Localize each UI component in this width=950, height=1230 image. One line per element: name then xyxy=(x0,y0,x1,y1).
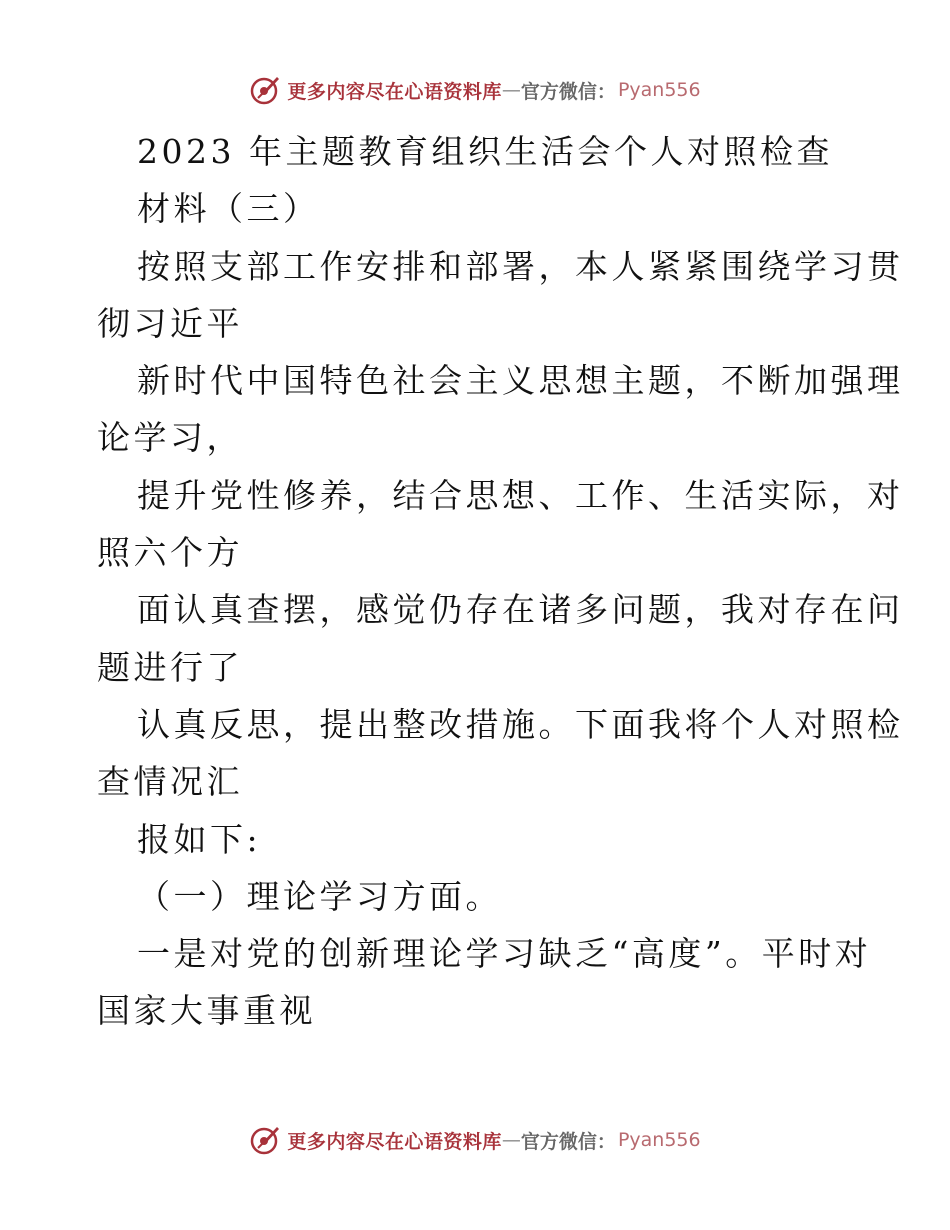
paragraph-line: 面认真查摆，感觉仍存在诸多问题，我对存在问 xyxy=(137,590,904,630)
paragraph-line: 一是对党的创新理论学习缺乏“高度”。平时对 xyxy=(137,934,872,974)
watermark-dash: — xyxy=(501,1129,521,1151)
paragraph-line: 新时代中国特色社会主义思想主题，不断加强理 xyxy=(137,361,904,401)
watermark-group xyxy=(249,74,700,106)
document-subtitle: 材料（三） xyxy=(137,189,320,229)
watermark-handle: Pyan556 xyxy=(617,1129,701,1151)
watermark-group xyxy=(249,1124,700,1156)
paragraph-line: 认真反思，提出整改措施。下面我将个人对照检 xyxy=(137,704,904,744)
watermark-dash: — xyxy=(501,79,521,101)
watermark-label: 官方微信： xyxy=(520,1130,616,1153)
paragraph-line: 报如下: xyxy=(137,819,262,859)
header-watermark xyxy=(0,70,950,110)
watermark-brand: 更多内容尽在心语资料库 xyxy=(287,1130,502,1153)
paragraph-line: 照六个方 xyxy=(97,533,243,573)
paragraph-line: 查情况汇 xyxy=(97,762,243,802)
section-heading: （一）理论学习方面。 xyxy=(137,876,502,916)
quill-logo-icon xyxy=(249,1124,281,1156)
document-body xyxy=(97,123,904,1040)
paragraph-line: 题进行了 xyxy=(97,647,243,687)
watermark-label: 官方微信： xyxy=(520,80,616,103)
document-title: 2023 年主题教育组织生活会个人对照检查 xyxy=(137,132,833,171)
paragraph-line: 论学习， xyxy=(97,418,243,458)
paragraph-line: 国家大事重视 xyxy=(97,991,316,1031)
footer-watermark xyxy=(0,1120,950,1160)
quill-logo-icon xyxy=(249,74,281,106)
watermark-handle: Pyan556 xyxy=(617,79,701,101)
paragraph-line: 提升党性修养，结合思想、工作、生活实际，对 xyxy=(137,475,904,515)
watermark-brand: 更多内容尽在心语资料库 xyxy=(287,80,502,103)
paragraph-line: 彻习近平 xyxy=(97,303,243,343)
paragraph-line: 按照支部工作安排和部署，本人紧紧围绕学习贯 xyxy=(137,246,904,286)
